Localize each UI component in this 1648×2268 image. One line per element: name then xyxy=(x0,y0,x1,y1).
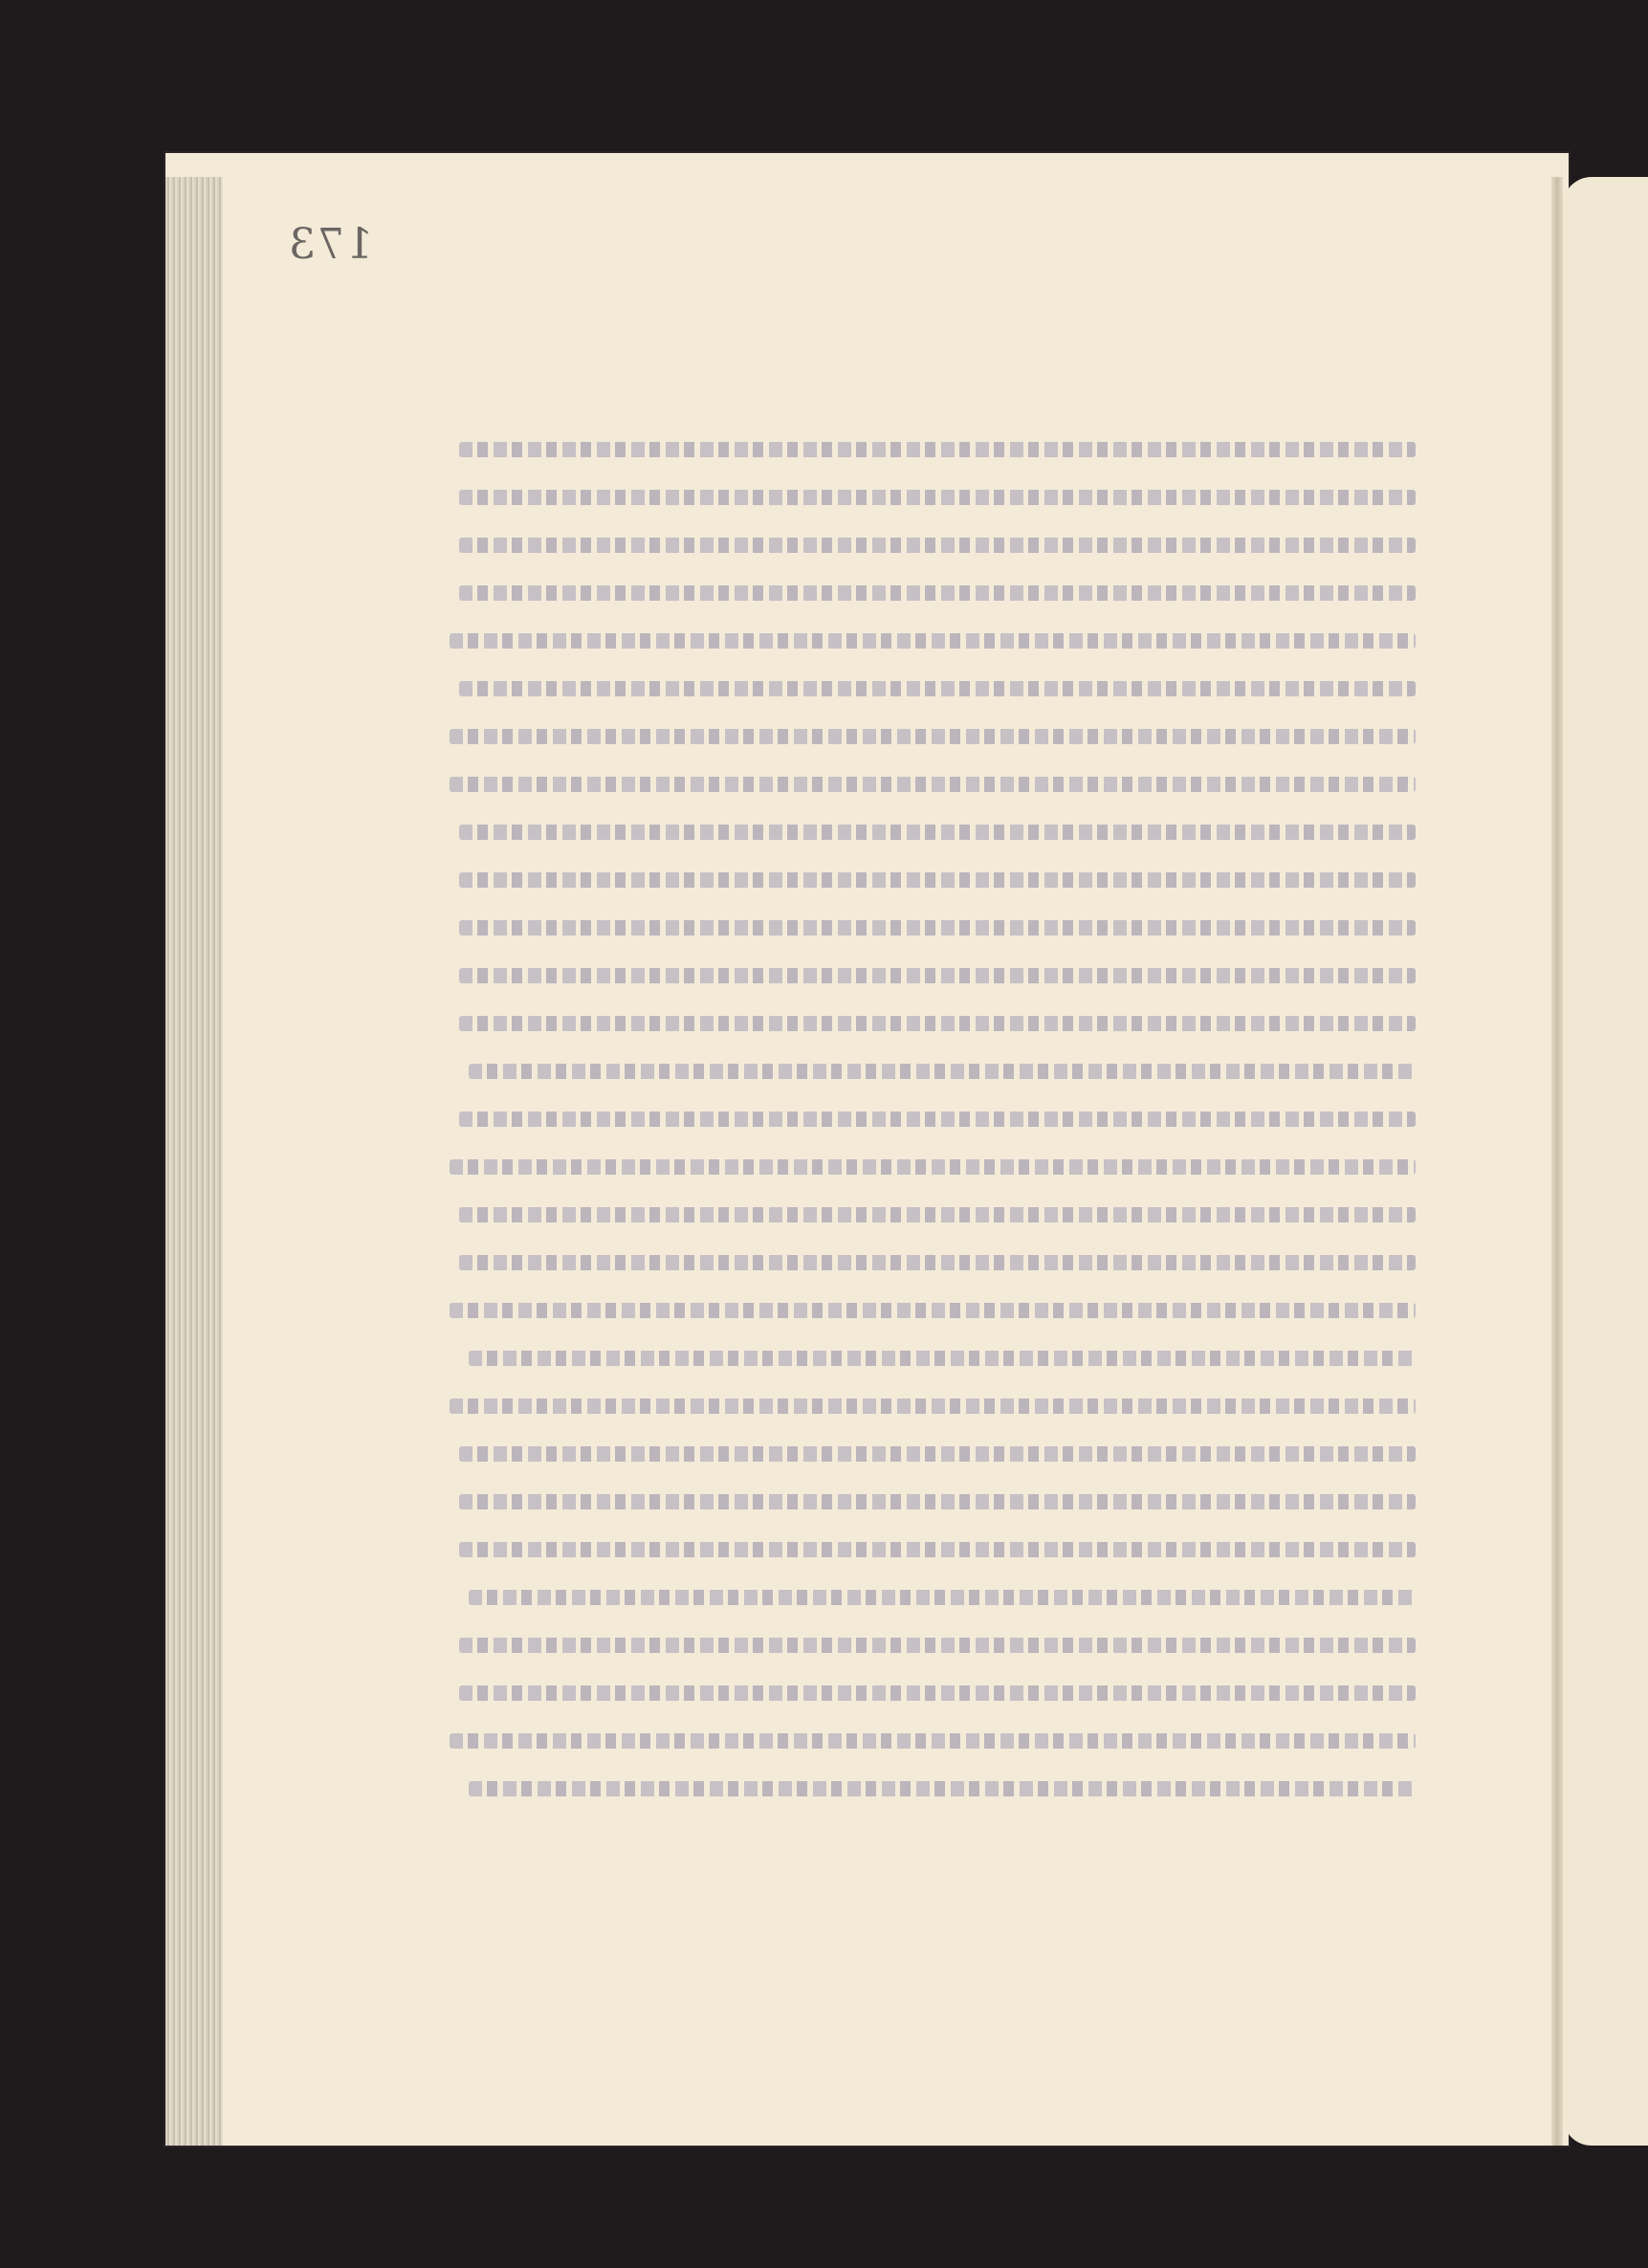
text-line xyxy=(344,473,1416,521)
text-line xyxy=(344,713,1416,760)
illegible-text xyxy=(450,729,1416,744)
illegible-text xyxy=(459,490,1416,505)
text-line xyxy=(344,1334,1416,1382)
illegible-text xyxy=(469,1590,1416,1605)
text-line xyxy=(344,1526,1416,1574)
illegible-text xyxy=(469,1064,1416,1079)
folio-number: 173 xyxy=(287,220,373,269)
illegible-text xyxy=(459,1446,1416,1462)
text-line xyxy=(344,426,1416,473)
illegible-text xyxy=(450,1398,1416,1414)
illegible-text xyxy=(459,1494,1416,1509)
text-line xyxy=(344,1239,1416,1287)
text-line xyxy=(344,904,1416,952)
illegible-text xyxy=(450,1733,1416,1749)
illegible-text xyxy=(459,585,1416,601)
illegible-text xyxy=(459,1207,1416,1222)
text-line xyxy=(344,808,1416,856)
text-line xyxy=(344,1765,1416,1813)
illegible-text xyxy=(459,825,1416,840)
illegible-text xyxy=(450,633,1416,649)
text-line xyxy=(344,1047,1416,1095)
illegible-text xyxy=(450,1303,1416,1318)
illegible-text xyxy=(459,681,1416,696)
text-line xyxy=(344,521,1416,569)
text-line xyxy=(344,952,1416,1000)
illegible-text xyxy=(459,1542,1416,1557)
text-line xyxy=(344,1382,1416,1430)
text-line xyxy=(344,1430,1416,1478)
text-line xyxy=(344,1095,1416,1143)
illegible-text xyxy=(459,1016,1416,1031)
text-line xyxy=(344,760,1416,808)
illegible-text xyxy=(459,1255,1416,1270)
text-line xyxy=(344,1621,1416,1669)
text-line xyxy=(344,1717,1416,1765)
illegible-text xyxy=(459,1638,1416,1653)
illegible-text xyxy=(469,1351,1416,1366)
text-line xyxy=(344,1191,1416,1239)
illegible-text xyxy=(459,872,1416,888)
text-line xyxy=(344,1287,1416,1334)
text-line xyxy=(344,1143,1416,1191)
text-line xyxy=(344,1574,1416,1621)
illegible-text xyxy=(459,968,1416,983)
facing-page-edge xyxy=(1563,177,1648,2146)
text-line xyxy=(344,665,1416,713)
illegible-text xyxy=(450,777,1416,792)
illegible-text xyxy=(450,1159,1416,1175)
illegible-text xyxy=(459,1685,1416,1701)
text-line xyxy=(344,569,1416,617)
text-line xyxy=(344,1478,1416,1526)
illegible-text xyxy=(459,1112,1416,1127)
text-line xyxy=(344,1000,1416,1047)
illegible-text xyxy=(459,538,1416,553)
illegible-text xyxy=(459,442,1416,457)
text-line xyxy=(344,856,1416,904)
gutter xyxy=(1551,177,1563,2146)
illegible-text xyxy=(459,920,1416,936)
page-edges xyxy=(165,177,223,2146)
illegible-text xyxy=(469,1781,1416,1796)
text-line xyxy=(344,617,1416,665)
body-text xyxy=(344,426,1416,1813)
text-line xyxy=(344,1669,1416,1717)
